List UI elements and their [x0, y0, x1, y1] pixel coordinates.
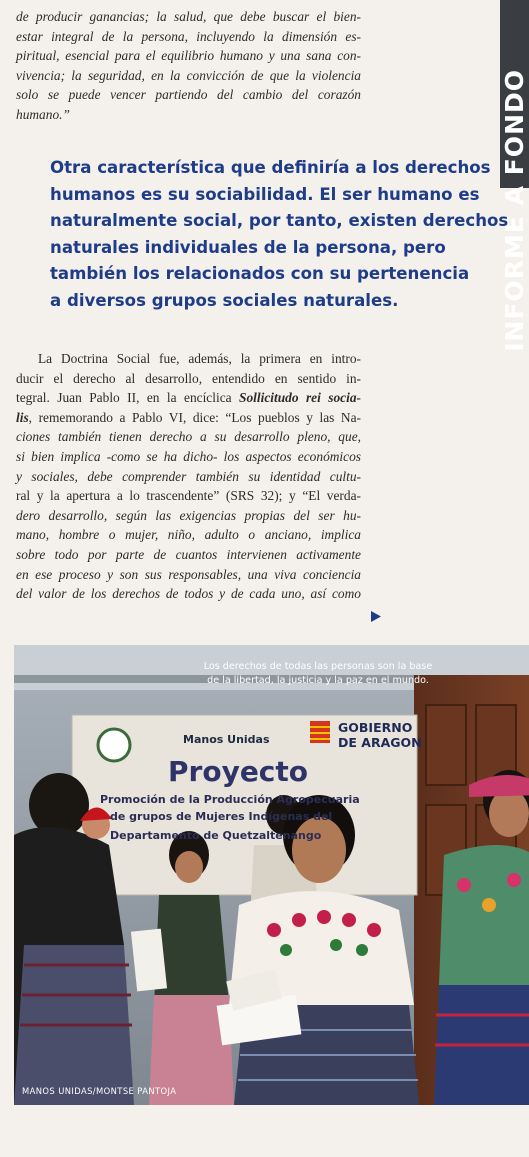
banner-title: Proyecto: [168, 755, 309, 788]
text-line: de producir ganancias; la salud, que debe buscar el bien-: [16, 9, 361, 24]
banner-logo-right-line1: GOBIERNO: [338, 720, 413, 735]
text-line: ral y la apertura a lo trascendente” (SRS 32); y “El verda-: [16, 488, 361, 504]
banner-line-1: Promoción de la Producción Agropecuaria: [100, 793, 360, 806]
text-line: en ese proceso y son sus responsables, una viva conciencia: [16, 566, 361, 582]
banner-logo-right-line2: DE ARAGON: [338, 735, 422, 750]
banner-line-2: de grupos de Mujeres Indígenas del: [110, 810, 333, 823]
text-line: mano, hombre o mujer, niño, adulto o anciano, implica: [16, 527, 361, 543]
pull-quote-line: a diversos grupos sociales naturales.: [50, 290, 399, 310]
text-line: vivencia; la seguridad, en la convicción de que la violencia: [16, 67, 361, 83]
banner-line-3: Departamento de Quetzaltenango: [110, 829, 322, 842]
text-line: La Doctrina Social fue, además, la primera en intro-: [38, 351, 361, 366]
text-line: ducir el derecho al desarrollo, entendido en sentido in-: [16, 370, 361, 386]
photo-credit: MANOS UNIDAS/MONTSE PANTOJA: [22, 1086, 177, 1096]
text-line: piritual, esencial para el equilibrio humano y una sana con-: [16, 48, 361, 64]
text-line: sobre todo por parte de cuantos intervienen activamente: [16, 546, 361, 562]
text-line: solo se puede vencer partiendo del cambio del corazón: [16, 87, 361, 103]
text-line: y sociales, debe comprender también su identidad cultu-: [16, 468, 361, 484]
text-line: estar integral de la persona, incluyendo la dimensión es-: [16, 28, 361, 44]
encyclical-title: Sollicitudo rei socia-: [239, 390, 361, 406]
pull-quote-line: también los relacionados con su pertenencia: [50, 264, 470, 284]
text-line: si bien implica -como se ha dicho- los aspectos económicos: [16, 448, 361, 464]
banner-logo-left: Manos Unidas: [183, 733, 270, 746]
pull-quote: [50, 155, 509, 315]
text-line: dero desarrollo, según las exigencias propias del ser hu-: [16, 507, 361, 523]
pull-quote-line: naturalmente social, por tanto, existen derechos: [50, 211, 509, 231]
body-paragraph-2: [16, 349, 361, 604]
photo: [14, 645, 529, 1105]
pull-quote-line: Otra característica que definiría a los derechos: [50, 158, 491, 177]
text-run: tegral. Juan Pablo II, en la encíclica: [16, 390, 240, 406]
photo-caption: Los derechos de todas las personas son la base de la libertad, la justicia y la paz en el mundo.: [203, 661, 433, 686]
text-line: del valor de los derechos de todos y de cada uno, así como: [16, 586, 361, 602]
pull-quote-line: humanos es su sociabilidad. El ser humano es: [50, 184, 480, 204]
text-line: [16, 408, 361, 428]
text-run: , rememorando a Pablo VI, dice: “Los pueblos y las Na-: [28, 409, 361, 425]
pull-quote-line: naturales individuales de la persona, pero: [50, 237, 446, 257]
text-line: [16, 388, 361, 408]
body-paragraph-1: [16, 7, 361, 125]
photo-illustration: [14, 645, 529, 1105]
section-tab-label: INFORME A FONDO: [500, 69, 529, 352]
text-line: ciones también tienen derecho a su desarrollo pleno, que,: [16, 429, 361, 445]
encyclical-title-end: lis: [16, 409, 29, 425]
text-line: humano.”: [16, 106, 70, 122]
triangle-right-icon: [371, 611, 381, 622]
